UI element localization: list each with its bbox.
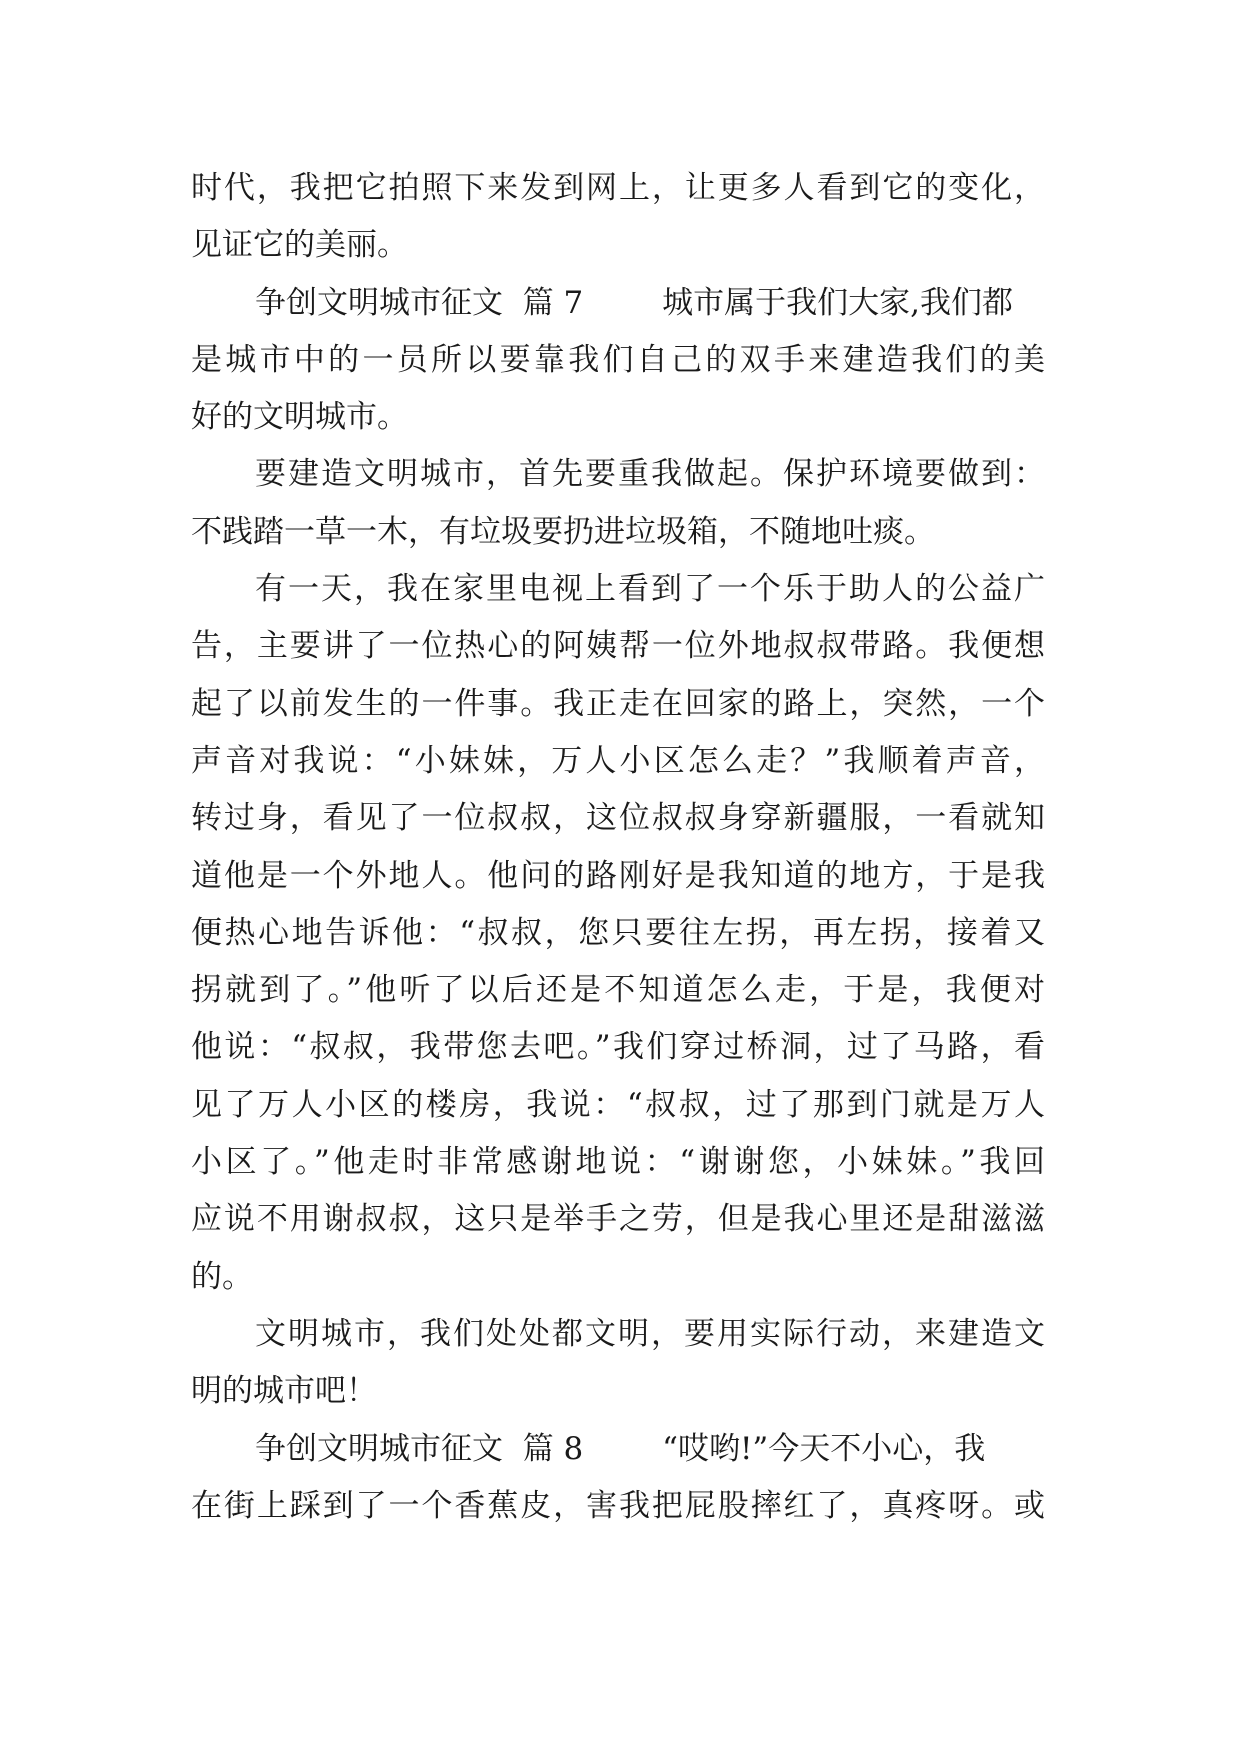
text-line: 他说：“叔叔，我带您去吧。”我们穿过桥洞，过了马路，看 — [191, 1029, 1045, 1066]
text-line: 起了以前发生的一件事。我正走在回家的路上，突然，一个 — [191, 685, 1045, 722]
text-line: 有一天，我在家里电视上看到了一个乐于助人的公益广 — [255, 571, 1045, 608]
text-line: 不践踏一草一木，有垃圾要扔进垃圾箱，不随地吐痰。 — [191, 513, 935, 550]
text-line: 文明城市，我们处处都文明，要用实际行动，来建造文 — [255, 1315, 1045, 1352]
text-line: 好的文明城市。 — [191, 399, 408, 436]
text-line: 时代，我把它拍照下来发到网上，让更多人看到它的变化， — [191, 170, 1045, 206]
text-line: 的。 — [191, 1258, 253, 1295]
text-line: 声音对我说：“小妹妹，万人小区怎么走？”我顺着声音， — [191, 742, 1045, 779]
text-line: 小区了。”他走时非常感谢地说：“谢谢您，小妹妹。”我回 — [191, 1144, 1045, 1181]
section-heading-line: 争创文明城市征文 篇 8 “哎哟!”今天不小心，我 — [255, 1430, 986, 1467]
text-line: 明的城市吧！ — [191, 1373, 377, 1410]
text-line: 拐就到了。”他听了以后还是不知道怎么走，于是，我便对 — [191, 972, 1045, 1009]
text-line: 道他是一个外地人。他问的路刚好是我知道的地方，于是我 — [191, 857, 1045, 894]
text-line: 在街上踩到了一个香蕉皮，害我把屁股摔红了，真疼呀。或 — [191, 1487, 1045, 1524]
text-line: 是城市中的一员所以要靠我们自己的双手来建造我们的美 — [191, 341, 1045, 378]
text-line: 转过身，看见了一位叔叔，这位叔叔身穿新疆服，一看就知 — [191, 800, 1045, 837]
section-heading-line: 争创文明城市征文 篇 7 城市属于我们大家,我们都 — [255, 284, 1013, 321]
text-line: 见了万人小区的楼房，我说：“叔叔，过了那到门就是万人 — [191, 1086, 1045, 1123]
text-line: 要建造文明城市，首先要重我做起。保护环境要做到： — [255, 456, 1045, 493]
text-line: 应说不用谢叔叔，这只是举手之劳，但是我心里还是甜滋滋 — [191, 1201, 1045, 1238]
text-line: 见证它的美丽。 — [191, 227, 408, 264]
text-line: 便热心地告诉他：“叔叔，您只要往左拐，再左拐，接着又 — [191, 914, 1045, 951]
text-line: 告，主要讲了一位热心的阿姨帮一位外地叔叔带路。我便想 — [191, 628, 1045, 665]
body-text — [191, 160, 1045, 1535]
